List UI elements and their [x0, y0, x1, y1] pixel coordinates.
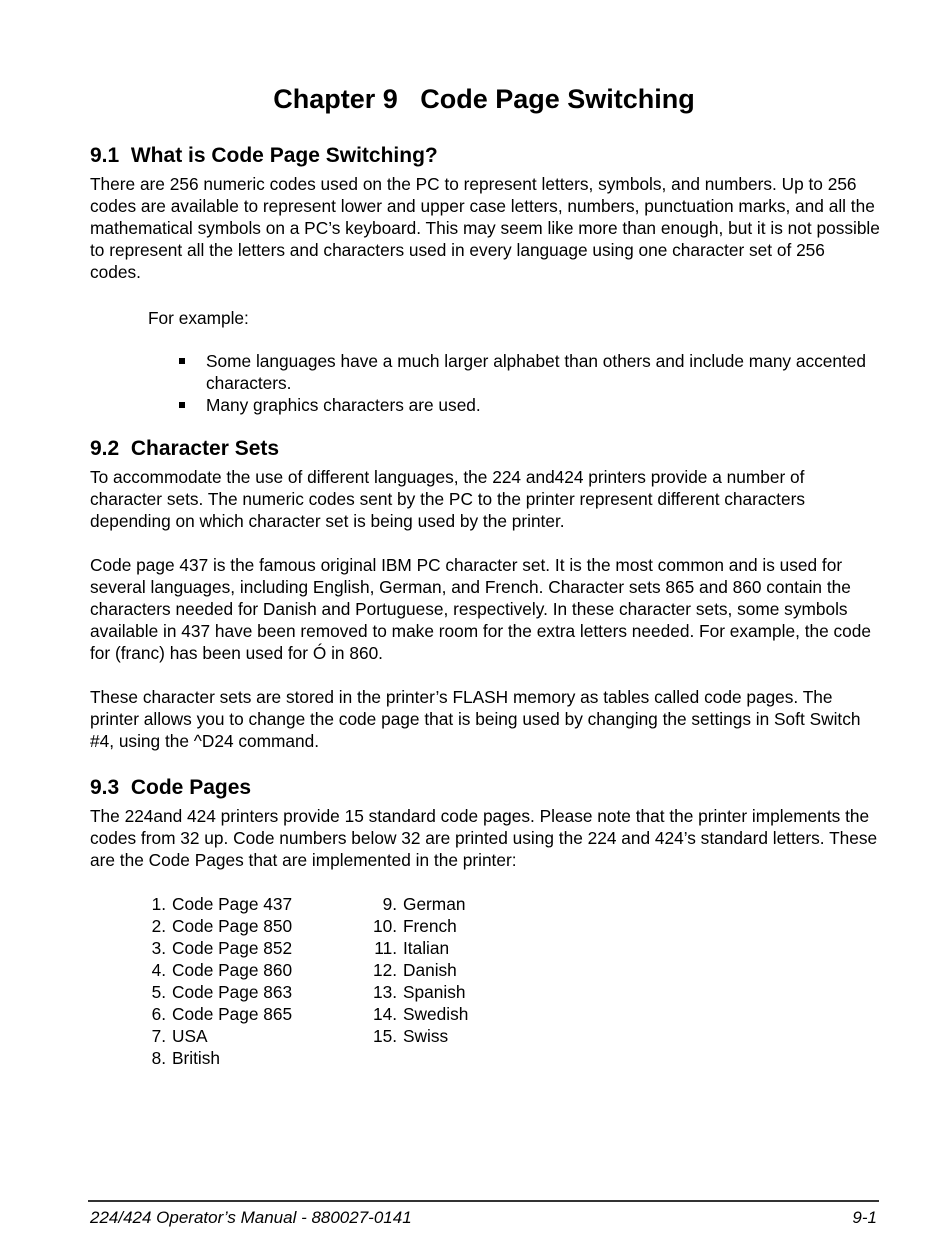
list-number: 4. — [151, 960, 166, 980]
list-item — [368, 1003, 468, 1025]
list-item — [146, 915, 292, 937]
chapter-title: Chapter 9 Code Page Switching — [273, 84, 695, 114]
list-number: 1. — [151, 894, 166, 914]
list-number: 10. — [372, 916, 397, 936]
code-page-list-column-2 — [368, 893, 468, 1047]
section-9-2 — [90, 436, 880, 752]
for-example-label: For example: — [148, 308, 249, 328]
list-item — [368, 937, 468, 959]
code-page-label: Swedish — [403, 1004, 469, 1024]
list-number: 8. — [151, 1048, 166, 1068]
list-item — [146, 981, 292, 1003]
section-heading: 9.3 Code Pages — [90, 776, 252, 799]
list-number: 3. — [151, 938, 166, 958]
section-paragraph: The 224and 424 printers provide 15 standard code pages. Please note that the printer implements the codes from 32 up. Code numbers below 32 are printed using the 224 and 424’s standard letters. These are the Code Pages that are implemented in the printer: — [90, 806, 878, 870]
section-9-3 — [90, 775, 880, 871]
list-number: 12. — [372, 960, 397, 980]
list-item-text: Some languages have a much larger alphabet than others and include many accented characters. — [206, 351, 867, 393]
bullet-list — [178, 350, 878, 416]
code-page-label: Code Page 860 — [172, 960, 293, 980]
code-page-label: Code Page 863 — [172, 982, 293, 1002]
section-paragraph: To accommodate the use of different languages, the 224 and424 printers provide a number of character sets. The numeric codes sent by the PC to the printer represent different characters depending on which character set is being used by the printer. — [90, 467, 805, 531]
section-paragraph: Code page 437 is the famous original IBM PC character set. It is the most common and is used for several languages, including English, German, and French. Character sets 865 and 860 contain the characters needed for Danish and Portuguese, respectively. In these character sets, some symbols available in 437 have been removed to make room for the extra letters needed. For example, the code for (franc) has been used for Ó in 860. — [90, 555, 871, 663]
list-number: 14. — [372, 1004, 397, 1024]
list-number: 15. — [372, 1026, 397, 1046]
list-item-text: Many graphics characters are used. — [206, 395, 481, 415]
code-page-label: Code Page 437 — [172, 894, 293, 914]
list-item — [146, 937, 292, 959]
section-paragraph: There are 256 numeric codes used on the PC to represent letters, symbols, and numbers. Up to 256 codes are available to represent lower and upper case letters, numbers, punctuation marks, and all the mathematical symbols on a PC’s keyboard. This may seem like more than enough, but it is not possible to represent all the letters and characters used in every language using one character set of 256 codes. — [90, 174, 880, 282]
list-number: 5. — [151, 982, 166, 1002]
list-item — [368, 915, 468, 937]
code-page-label: French — [403, 916, 457, 936]
list-item — [368, 981, 468, 1003]
list-item — [368, 893, 468, 915]
code-page-label: Spanish — [403, 982, 466, 1002]
list-item — [146, 959, 292, 981]
list-item — [178, 394, 878, 416]
list-item — [146, 893, 292, 915]
square-bullet-icon — [179, 358, 185, 364]
code-page-label: USA — [172, 1026, 208, 1046]
section-paragraph: These character sets are stored in the printer’s FLASH memory as tables called code pages. The printer allows you to change the code page that is being used by changing the settings in Soft Switch #4, using the ^D24 command. — [90, 687, 861, 751]
code-page-label: British — [172, 1048, 221, 1068]
list-number: 2. — [151, 916, 166, 936]
code-page-label: Code Page 850 — [172, 916, 293, 936]
list-item — [368, 959, 468, 981]
section-heading: 9.2 Character Sets — [90, 437, 280, 460]
code-page-label: Code Page 865 — [172, 1004, 293, 1024]
list-item — [368, 1025, 468, 1047]
list-item — [178, 350, 878, 394]
list-number: 6. — [151, 1004, 166, 1024]
code-page-label: Code Page 852 — [172, 938, 293, 958]
list-item — [146, 1025, 292, 1047]
code-page-list-column-1 — [146, 893, 292, 1069]
square-bullet-icon — [179, 402, 185, 408]
code-page-label: German — [403, 894, 466, 914]
code-page-label: Italian — [403, 938, 450, 958]
list-number: 13. — [372, 982, 397, 1002]
footer-divider — [88, 1200, 879, 1202]
list-number: 11. — [374, 938, 397, 958]
footer-manual-title: 224/424 Operator’s Manual - 880027-0141 — [90, 1208, 412, 1227]
list-number: 7. — [151, 1026, 166, 1046]
code-page-label: Swiss — [403, 1026, 449, 1046]
list-item — [146, 1003, 292, 1025]
footer-page-number: 9-1 — [852, 1208, 877, 1227]
section-9-1 — [90, 143, 880, 283]
code-page-label: Danish — [403, 960, 457, 980]
list-number: 9. — [382, 894, 397, 914]
list-item — [146, 1047, 292, 1069]
section-heading: 9.1 What is Code Page Switching? — [90, 144, 438, 167]
